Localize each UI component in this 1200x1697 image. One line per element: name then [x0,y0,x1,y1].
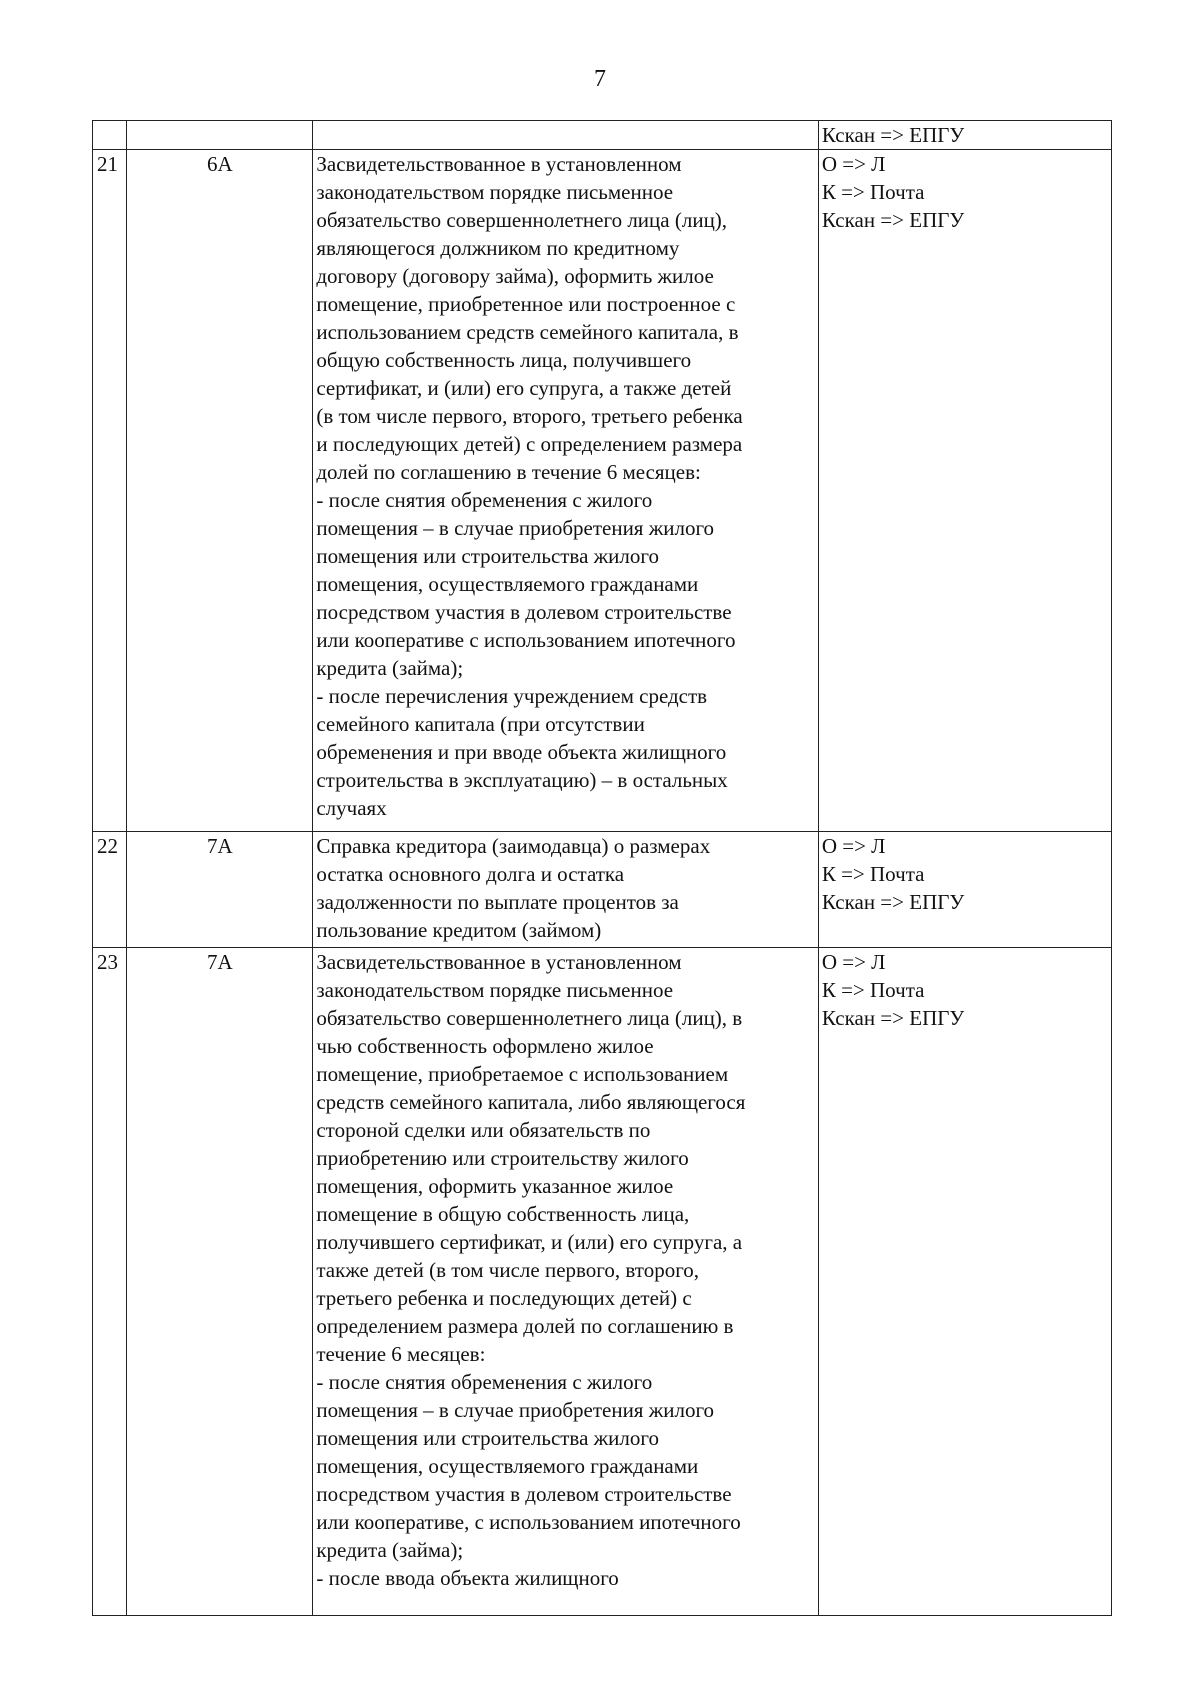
text-line: помещения или строительства жилого [316,1426,659,1450]
route-line: Кскан => ЕПГУ [821,890,965,914]
text-line: являющегося должником по кредитному [316,236,680,260]
text-line: остатка основного долга и остатка [316,862,625,886]
text-line: Справка кредитора (заимодавца) о размерах [316,834,711,858]
cell-route [818,150,1111,832]
route-line: К => Почта [821,862,925,886]
text-line: кредита (займа); [316,656,464,680]
text-line: помещения или строительства жилого [316,544,659,568]
text-line: помещения, оформить указанное жилое [316,1174,674,1198]
text-line: помещения – в случае приобретения жилого [316,1398,715,1422]
route-line: Кскан => ЕПГУ [821,208,965,232]
text-line: сертификат, и (или) его супруга, а также детей [316,376,732,400]
table-row [93,948,1112,1616]
text-line: приобретению или строительству жилого [316,1146,689,1170]
cell-num: 21 [93,150,127,832]
text-line: долей по соглашению в течение 6 месяцев: [316,460,701,484]
text-line: - после снятия обременения с жилого [316,488,653,512]
route-line: К => Почта [821,978,925,1002]
text-line: кредита (займа); [316,1538,464,1562]
route-line: Кскан => ЕПГУ [821,123,965,147]
text-line: средств семейного капитала, либо являющегося [316,1090,746,1114]
text-line: получившего сертификат, и (или) его супруга, а [316,1230,743,1254]
text-line: строительства в эксплуатацию) – в остальных [316,768,728,792]
text-line: и последующих детей) с определением размера [316,432,743,456]
cell-text [313,832,818,948]
document-table [92,120,1112,1616]
text-line: посредством участия в долевом строительстве [316,1482,732,1506]
text-line: чью собственность оформлено жилое [316,1034,654,1058]
text-line: Засвидетельствованное в установленном [316,950,682,974]
text-line: - после снятия обременения с жилого [316,1370,653,1394]
cell-code: 6А [127,150,313,832]
text-line: Засвидетельствованное в установленном [316,152,682,176]
text-line: определением размера долей по соглашению в [316,1314,734,1338]
cell-code [127,121,313,150]
text-line: (в том числе первого, второго, третьего ребенка [316,404,743,428]
cell-code: 7А [127,832,313,948]
text-line: посредством участия в долевом строительстве [316,600,732,624]
text-line: или кооперативе с использованием ипотечного [316,628,736,652]
text-line: законодательством порядке письменное [316,978,674,1002]
text-line: также детей (в том числе первого, второго, [316,1258,700,1282]
text-line: третьего ребенка и последующих детей) с [316,1286,692,1310]
text-line: помещения – в случае приобретения жилого [316,516,715,540]
text-line: помещение в общую собственность лица, [316,1202,690,1226]
cell-num: 22 [93,832,127,948]
cell-text [313,121,818,150]
text-line: или кооперативе, с использованием ипотечного [316,1510,741,1534]
cell-route [818,948,1111,1616]
text-line: помещение, приобретенное или построенное с [316,292,736,316]
cell-text [313,948,818,1616]
route-line: Кскан => ЕПГУ [821,1006,965,1030]
text-line: общую собственность лица, получившего [316,348,692,372]
route-line: К => Почта [821,180,925,204]
text-line: обязательство совершеннолетнего лица (лиц), в [316,1006,743,1030]
cell-route [818,832,1111,948]
cell-text [313,150,818,832]
text-line: использованием средств семейного капитала, в [316,320,739,344]
table-row [93,150,1112,832]
table-row [93,832,1112,948]
text-line: пользование кредитом (займом) [316,918,602,942]
route-line: О => Л [821,950,886,974]
text-line: задолженности по выплате процентов за [316,890,679,914]
text-line: стороной сделки или обязательств по [316,1118,651,1142]
route-line: О => Л [821,834,886,858]
text-line: помещения, осуществляемого гражданами [316,572,699,596]
page-number: 7 [594,66,606,92]
text-line: обременения и при вводе объекта жилищного [316,740,727,764]
text-line: течение 6 месяцев: [316,1342,486,1366]
text-line: семейного капитала (при отсутствии [316,712,645,736]
text-line: законодательством порядке письменное [316,180,674,204]
text-line: - после ввода объекта жилищного [316,1566,619,1590]
text-line: помещения, осуществляемого гражданами [316,1454,699,1478]
cell-num [93,121,127,150]
cell-code: 7А [127,948,313,1616]
cell-route [818,121,1111,150]
cell-num: 23 [93,948,127,1616]
text-line: договору (договору займа), оформить жилое [316,264,714,288]
text-line: обязательство совершеннолетнего лица (лиц), [316,208,728,232]
table-row-continuation [93,121,1112,150]
text-line: случаях [316,796,387,820]
text-line: помещение, приобретаемое с использованием [316,1062,729,1086]
route-line: О => Л [821,152,886,176]
text-line: - после перечисления учреждением средств [316,684,708,708]
